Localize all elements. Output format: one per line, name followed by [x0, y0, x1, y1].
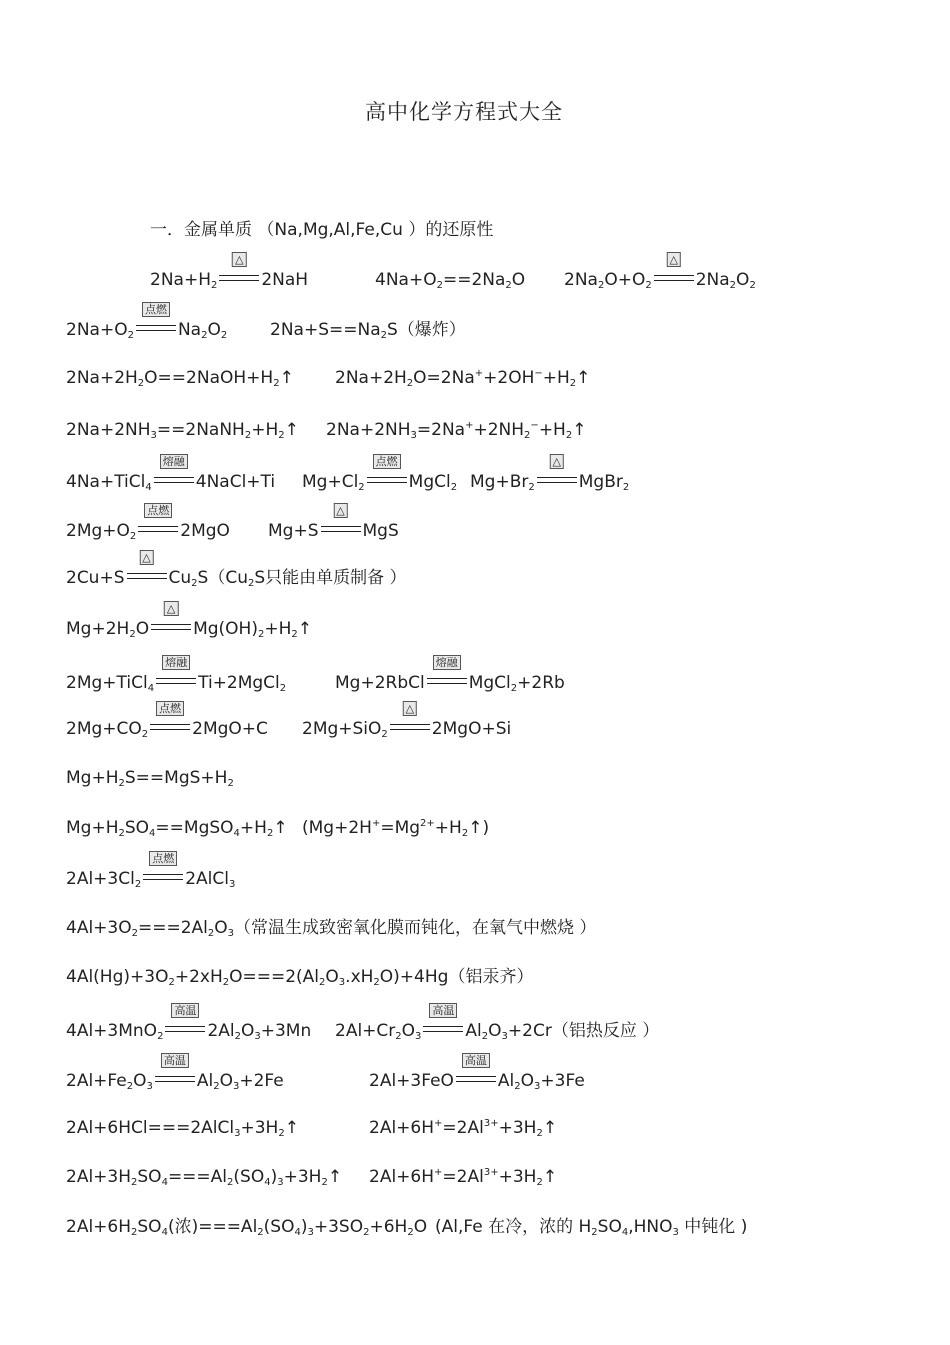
chemical-equation: $Mg+2H_2O$ △ $Mg(OH)_2+H_2↑$ — [66, 614, 312, 644]
chemical-equation: 2Al+3FeO 高温 $Al_2O_3+3Fe$ — [369, 1066, 585, 1096]
chemical-equation: $2Al+Fe_2O_3$ 高温 $Al_2O_3+2Fe$ — [66, 1066, 284, 1096]
chemical-equation: $2Al+3Cl_2$ 点燃 2AlCl$_3$ — [66, 864, 235, 894]
reaction-condition: 熔融 — [154, 668, 198, 698]
reaction-condition: △ — [125, 563, 169, 593]
chemical-equation: $Mg+H_2S==MgS+H_2$ — [66, 768, 234, 789]
chemical-equation: $2Mg+O_2$ 点燃 2MgO — [66, 516, 230, 546]
chemical-equation: $4Al(Hg)+3O_2+2xH_2O===2(Al_2O_3.xH_2O)+4Hg$（铝汞齐） — [66, 967, 534, 988]
chemical-equation: $2Al+6H^+=2Al^{3+}+3H_2↑$ — [369, 1167, 558, 1188]
chemical-equation: $4Na+O_2==2Na_2O$ — [375, 270, 526, 291]
chemical-equation: $2Al+Cr_2O_3$ 高温 $Al_2O_3+2Cr$（铝热反应 ） — [335, 1016, 659, 1046]
chemical-equation: $2Na_2O+O_2$ △ $2Na_2O_2$ — [564, 265, 756, 295]
chemical-equation: $2Al+3H_2SO_4===Al_2(SO_4)_3+3H_2↑$ — [66, 1167, 343, 1188]
reaction-condition: 高温 — [163, 1016, 207, 1046]
chemical-equation: $2Al+6HCl===2AlCl_3+3H_2↑$ — [66, 1118, 299, 1139]
chemical-equation: Mg+S △ MgS — [268, 516, 399, 546]
chemical-equation: $Mg+H_2SO_4==MgSO_4+H_2↑$ — [66, 818, 288, 839]
section-heading: 一．金属单质 （Na,Mg,Al,Fe,Cu ）的还原性 — [150, 220, 494, 240]
reaction-condition: 点燃 — [134, 315, 178, 345]
reaction-condition: 高温 — [454, 1066, 498, 1096]
reaction-condition: △ — [149, 614, 193, 644]
reaction-condition: 熔融 — [425, 668, 469, 698]
reaction-condition: △ — [652, 265, 696, 295]
reaction-condition: 点燃 — [148, 714, 192, 744]
reaction-condition: △ — [319, 516, 363, 546]
chemical-equation: $2Na+2H_2O==2NaOH+H_2↑$ — [66, 368, 294, 389]
chemical-equation: $2Na+O_2$ 点燃 $Na_2O_2$ — [66, 315, 227, 345]
chemical-equation: $2Na+2NH_3=2Na^++2NH_2^-+H_2↑$ — [326, 420, 587, 441]
chemical-equation: $2Na+2H_2O=2Na^++2OH^-+H_2↑$ — [335, 368, 591, 389]
reaction-condition: 点燃 — [136, 516, 180, 546]
chemical-equation: $Mg+Cl_2$ 点燃 MgCl$_2$ — [302, 467, 457, 497]
reaction-condition: 高温 — [153, 1066, 197, 1096]
chemical-equation: $2Na+H_2$ △ 2NaH — [150, 265, 308, 295]
chemical-equation: (Al,Fe 在冷，浓的 $H_2SO_4,HNO_3$ 中钝化 ) — [435, 1217, 748, 1238]
chemical-equation: 2Cu+S △ $Cu_2S(Cu_2S$只能由单质制备 ） — [66, 563, 407, 593]
chemical-equation: Mg+2RbCl 熔融 MgCl$_2$+2Rb — [335, 668, 565, 698]
chemical-equation: $(Mg+2H^+=Mg^{2+}+H_2↑)$ — [302, 818, 490, 839]
chemical-equation: $2Na+S==Na_2S$（爆炸） — [270, 320, 466, 341]
chemical-equation: $2Na+2NH_3==2NaNH_2+H_2↑$ — [66, 420, 299, 441]
reaction-condition: 熔融 — [152, 467, 196, 497]
chemical-equation: $2Al+6H_2SO_4$(浓)$===Al_2(SO_4)_3+3SO_2+6H_2O$ — [66, 1217, 428, 1238]
chemical-equation: $2Al+6H^+=2Al^{3+}+3H_2↑$ — [369, 1118, 558, 1139]
reaction-condition: △ — [535, 467, 579, 497]
chemical-equation: $4Al+3O_2===2Al_2O_3$（常温生成致密氧化膜而钝化，在氧气中燃烧 ） — [66, 918, 597, 939]
chemical-equation: 2Mg+SiO$_2$ △ 2MgO+Si — [302, 714, 511, 744]
chemical-equation: 4Al+3MnO$_2$ 高温 $2Al_2O_3+3Mn$ — [66, 1016, 311, 1046]
reaction-condition: △ — [388, 714, 432, 744]
reaction-condition: 高温 — [421, 1016, 465, 1046]
chemical-equation: $Mg+Br_2$ △ MgBr$_2$ — [470, 467, 629, 497]
page-title: 高中化学方程式大全 — [365, 100, 563, 124]
reaction-condition: △ — [217, 265, 261, 295]
chemical-equation: 4Na+TiCl$_4$ 熔融 4NaCl+Ti — [66, 467, 275, 497]
reaction-condition: 点燃 — [365, 467, 409, 497]
chemical-equation: 2Mg+TiCl$_4$ 熔融 Ti+2MgCl$_2$ — [66, 668, 286, 698]
chemical-equation: $2Mg+CO_2$ 点燃 2MgO+C — [66, 714, 268, 744]
reaction-condition: 点燃 — [141, 864, 185, 894]
